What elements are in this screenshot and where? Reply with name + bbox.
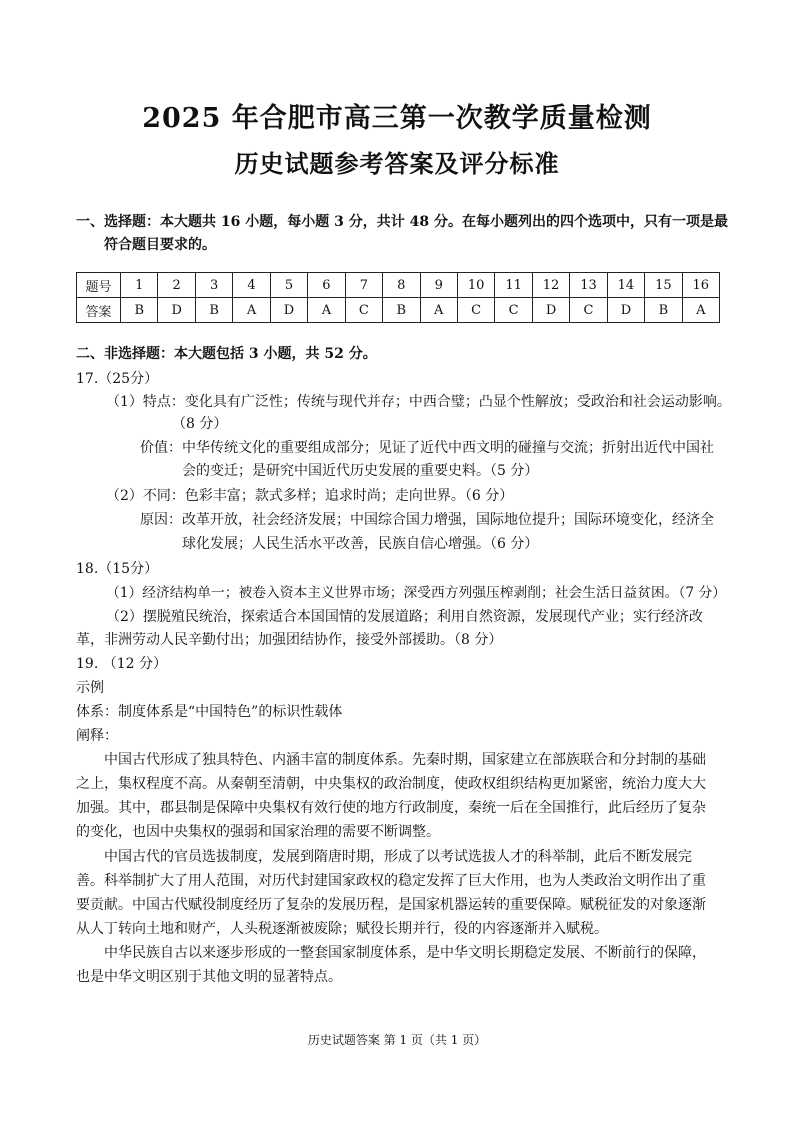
answer-cell: C: [570, 298, 607, 323]
question-number-cell: 3: [195, 273, 232, 298]
section1-heading-line1: 一、选择题：本大题共 16 小题，每小题 3 分，共计 48 分。在每小题列出的四个选项中，只有一项是最: [76, 214, 728, 230]
question-number-cell: 2: [158, 273, 195, 298]
answer-cell: A: [420, 298, 457, 323]
question-number-cell: 10: [457, 273, 494, 298]
page-subtitle: 历史试题参考答案及评分标准: [234, 149, 560, 178]
table-row-label: 答案: [77, 298, 121, 323]
q19-para2-line4: 从人丁转向土地和财产，人头税逐渐被废除；赋役长期并行，役的内容逐渐并入赋税。: [76, 921, 608, 937]
question-number-cell: 6: [308, 273, 345, 298]
answer-cell: B: [383, 298, 420, 323]
question-number-cell: 12: [532, 273, 569, 298]
q17-header: 17.（25分）: [76, 371, 159, 387]
question-number-cell: 16: [682, 273, 719, 298]
question-number-cell: 7: [345, 273, 382, 298]
answer-cell: D: [532, 298, 569, 323]
question-number-cell: 13: [570, 273, 607, 298]
q18-header: 18.（15分）: [76, 561, 159, 577]
question-number-cell: 11: [495, 273, 532, 298]
q19-explain-label: 阐释：: [76, 728, 118, 744]
answer-table: [76, 272, 720, 323]
q17-reason-line2: 球化发展；人民生活水平改善，民族自信心增强。（6 分）: [182, 536, 539, 552]
question-number-cell: 1: [121, 273, 158, 298]
q17-value-line2: 会的变迁；是研究中国近代历史发展的重要史料。（5 分）: [182, 463, 539, 479]
answer-cell: D: [270, 298, 307, 323]
q17-reason-line1: 原因：改革开放，社会经济发展；中国综合国力增强，国际地位提升；国际环境变化，经济全: [140, 512, 714, 528]
answer-cell: C: [457, 298, 494, 323]
answer-cell: D: [607, 298, 644, 323]
answer-cell: C: [345, 298, 382, 323]
question-number-cell: 8: [383, 273, 420, 298]
question-number-cell: 14: [607, 273, 644, 298]
answer-cell: C: [495, 298, 532, 323]
q19-para1-line2: 之上，集权程度不高。从秦朝至清朝，中央集权的政治制度，使政权组织结构更加紧密，统治力度大大: [76, 776, 706, 792]
q17-part1-line1: （1）特点：变化具有广泛性；传统与现代并存；中西合璧；凸显个性解放；受政治和社会运动影响。: [106, 394, 731, 410]
answer-cell: B: [195, 298, 232, 323]
q18-part2-line1: （2）摆脱殖民统治，探索适合本国国情的发展道路；利用自然资源，发展现代产业；实行经济改: [106, 609, 703, 625]
q17-value-line1: 价值：中华传统文化的重要组成部分；见证了近代中西文明的碰撞与交流；折射出近代中国社: [140, 440, 714, 456]
q19-para2-line2: 善。科举制扩大了用人范围，对历代封建国家政权的稳定发挥了巨大作用，也为人类政治文明作出了重: [76, 873, 706, 889]
answer-cell: D: [158, 298, 195, 323]
table-row-label: 题号: [77, 273, 121, 298]
question-number-row: [77, 273, 720, 298]
q19-para1-line1: 中国古代形成了独具特色、内涵丰富的制度体系。先秦时期，国家建立在部族联合和分封制的基础: [104, 752, 706, 768]
section1-heading-line2: 符合题目要求的。: [104, 237, 216, 253]
q19-header: 19. （12 分）: [76, 656, 167, 672]
q19-para1-line4: 的变化，也因中央集权的强弱和国家治理的需要不断调整。: [76, 824, 440, 840]
answer-cell: A: [682, 298, 719, 323]
q17-part2-line1: （2）不同：色彩丰富；款式多样；追求时尚；走向世界。（6 分）: [106, 488, 514, 504]
question-number-cell: 9: [420, 273, 457, 298]
q19-para1-line3: 加强。其中，郡县制是保障中央集权有效行使的地方行政制度，秦统一后在全国推行，此后经历了复杂: [76, 800, 706, 816]
answer-cell: A: [233, 298, 270, 323]
answer-cell: B: [645, 298, 682, 323]
q19-example-label: 示例: [76, 680, 104, 696]
section2-heading: 二、非选择题：本大题包括 3 小题，共 52 分。: [76, 346, 377, 362]
answer-cell: B: [121, 298, 158, 323]
answer-row: [77, 298, 720, 323]
q19-para2-line1: 中国古代的官员选拔制度，发展到隋唐时期，形成了以考试选拔人才的科举制，此后不断发展完: [104, 849, 692, 865]
answer-cell: A: [308, 298, 345, 323]
q19-para3-line2: 也是中华文明区别于其他文明的显著特点。: [76, 969, 342, 985]
q19-para3-line1: 中华民族自古以来逐步形成的一整套国家制度体系，是中华文明长期稳定发展、不断前行的保障，: [104, 945, 706, 961]
q17-part1-line2: （8 分）: [172, 416, 228, 432]
q19-system-line: 体系：制度体系是“中国特色”的标识性载体: [76, 704, 343, 720]
q18-part2-line2: 革，非洲劳动人民辛勤付出；加强团结协作，接受外部援助。（8 分）: [76, 632, 503, 648]
question-number-cell: 5: [270, 273, 307, 298]
q19-para2-line3: 要贡献。中国古代赋役制度经历了复杂的发展历程，是国家机器运转的重要保障。赋税征发的对象逐渐: [76, 897, 706, 913]
page-title: 2025 年合肥市高三第一次教学质量检测: [142, 103, 652, 134]
q18-part1-line1: （1）经济结构单一；被卷入资本主义世界市场；深受西方列强压榨剥削；社会生活日益贫困。（7 分）: [106, 585, 726, 601]
page-footer: 历史试题答案 第 1 页（共 1 页）: [307, 1033, 487, 1047]
question-number-cell: 4: [233, 273, 270, 298]
question-number-cell: 15: [645, 273, 682, 298]
